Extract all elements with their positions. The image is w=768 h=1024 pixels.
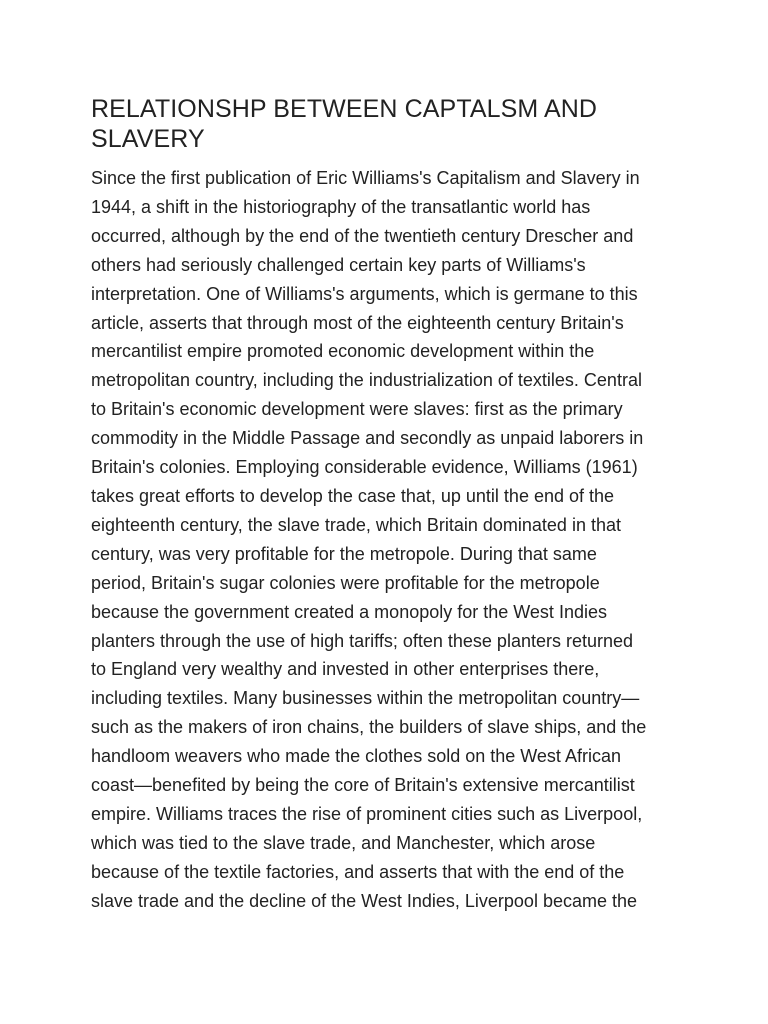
text-line: including textiles. Many businesses within the metropolitan country— xyxy=(91,688,640,709)
title-line: RELATIONSHP BETWEEN CAPTALSM AND xyxy=(91,95,598,123)
text-line: coast—benefited by being the core of Britain's extensive mercantilist xyxy=(91,775,635,796)
text-line: handloom weavers who made the clothes sold on the West African xyxy=(91,746,621,767)
text-line: because of the textile factories, and asserts that with the end of the xyxy=(91,861,625,882)
text-line: commodity in the Middle Passage and secondly as unpaid laborers in xyxy=(91,428,644,449)
text-line: Britain's colonies. Employing considerable evidence, Williams (1961) xyxy=(91,457,638,478)
text-line: to England very wealthy and invested in other enterprises there, xyxy=(91,659,600,680)
text-line: 1944, a shift in the historiography of the transatlantic world has xyxy=(91,196,591,217)
text-line: Since the first publication of Eric Williams's Capitalism and Slavery in xyxy=(91,168,640,188)
text-line: mercantilist empire promoted economic development within the xyxy=(91,341,595,362)
text-line: takes great efforts to develop the case that, up until the end of the xyxy=(91,485,615,506)
text-line: others had seriously challenged certain key parts of Williams's xyxy=(91,254,586,275)
text-line: interpretation. One of Williams's arguments, which is germane to this xyxy=(91,283,638,304)
text-line: such as the makers of iron chains, the builders of slave ships, and the xyxy=(91,717,647,738)
text-line: because the government created a monopoly for the West Indies xyxy=(91,601,607,622)
title-line: SLAVERY xyxy=(91,125,205,153)
text-line: article, asserts that through most of the eighteenth century Britain's xyxy=(91,312,624,333)
text-line: planters through the use of high tariffs; often these planters returned xyxy=(91,630,634,651)
text-line: slave trade and the decline of the West Indies, Liverpool became the xyxy=(91,890,638,911)
text-line: which was tied to the slave trade, and Manchester, which arose xyxy=(91,832,596,853)
text-line: occurred, although by the end of the twentieth century Drescher and xyxy=(91,225,634,246)
document-title xyxy=(91,94,691,154)
text-line: period, Britain's sugar colonies were profitable for the metropole xyxy=(91,572,600,593)
text-line: eighteenth century, the slave trade, which Britain dominated in that xyxy=(91,514,621,535)
text-line: empire. Williams traces the rise of prominent cities such as Liverpool, xyxy=(91,803,643,824)
text-line: metropolitan country, including the industrialization of textiles. Central xyxy=(91,370,642,391)
text-line: to Britain's economic development were slaves: first as the primary xyxy=(91,399,623,420)
body-paragraph xyxy=(91,164,691,916)
document-page xyxy=(91,94,691,916)
text-line: century, was very profitable for the metropole. During that same xyxy=(91,543,597,564)
